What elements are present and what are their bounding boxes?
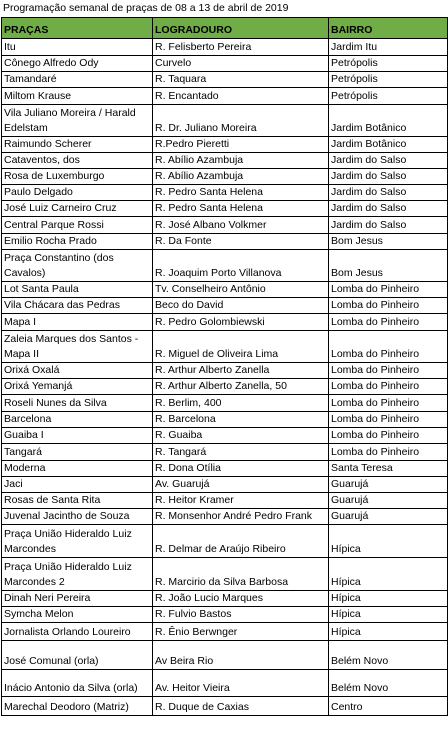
cell-praca[interactable]: Barcelona — [2, 412, 153, 428]
cell-bairro[interactable]: Santa Teresa — [329, 461, 448, 477]
cell-praca[interactable]: Paulo Delgado — [2, 185, 153, 201]
cell-bairro[interactable]: Jardim do Salso — [329, 217, 448, 234]
cell-praca[interactable]: José Comunal (orla) — [2, 641, 153, 670]
table-row — [2, 105, 448, 137]
cell-bairro[interactable]: Belém Novo — [329, 641, 448, 670]
cell-logradouro[interactable]: R. José Albano Volkmer — [153, 217, 329, 234]
cell-praca[interactable]: Itu — [2, 39, 153, 56]
header-logradouro[interactable]: LOGRADOURO — [153, 18, 329, 39]
header-pracas[interactable]: PRAÇAS — [2, 18, 153, 39]
table-row — [2, 444, 448, 461]
table-row — [2, 185, 448, 201]
cell-praca[interactable]: José Luiz Carneiro Cruz — [2, 201, 153, 217]
cell-logradouro[interactable]: R. Dr. Juliano Moreira — [153, 105, 329, 137]
table-row — [2, 137, 448, 153]
cell-praca[interactable]: Guaiba I — [2, 428, 153, 444]
table-row — [2, 428, 448, 444]
table-row — [2, 477, 448, 493]
cell-praca[interactable]: Rosas de Santa Rita — [2, 493, 153, 509]
cell-logradouro[interactable]: R. Encantado — [153, 88, 329, 105]
cell-logradouro[interactable]: R. Berlim, 400 — [153, 395, 329, 412]
cell-praca[interactable]: Zaleia Marques dos Santos - Mapa II — [2, 331, 153, 363]
sheet-title: Programação semanal de praças de 08 a 13 de abril de 2019 — [3, 2, 289, 14]
cell-logradouro[interactable]: R. Pedro Santa Helena — [153, 201, 329, 217]
cell-logradouro[interactable]: R. Fulvio Bastos — [153, 607, 329, 623]
table-row — [2, 250, 448, 282]
table-row — [2, 169, 448, 185]
table-row — [2, 412, 448, 428]
cell-bairro[interactable]: Jardim Botânico — [329, 137, 448, 153]
cell-bairro[interactable]: Hípica — [329, 607, 448, 623]
cell-praca[interactable]: Praça União Hideraldo Luiz Marcondes — [2, 525, 153, 558]
cell-praca[interactable]: Cataventos, dos — [2, 153, 153, 169]
cell-logradouro[interactable]: R. Abílio Azambuja — [153, 153, 329, 169]
cell-bairro[interactable]: Jardim do Salso — [329, 201, 448, 217]
cell-logradouro[interactable]: R. Marcirio da Silva Barbosa — [153, 558, 329, 591]
cell-bairro[interactable]: Guarujá — [329, 493, 448, 509]
table-row — [2, 379, 448, 395]
cell-praca[interactable]: Vila Chácara das Pedras — [2, 298, 153, 314]
cell-logradouro[interactable]: R.Pedro Pieretti — [153, 137, 329, 153]
cell-bairro[interactable]: Lomba do Pinheiro — [329, 282, 448, 298]
cell-bairro[interactable]: Lomba do Pinheiro — [329, 363, 448, 379]
cell-praca[interactable]: Mapa I — [2, 314, 153, 331]
table-row — [2, 234, 448, 250]
cell-bairro[interactable]: Hípica — [329, 623, 448, 641]
cell-bairro[interactable]: Hípica — [329, 591, 448, 607]
cell-logradouro[interactable]: R. Pedro Golombiewski — [153, 314, 329, 331]
cell-bairro[interactable]: Guarujá — [329, 477, 448, 493]
table-row — [2, 314, 448, 331]
cell-bairro[interactable]: Lomba do Pinheiro — [329, 444, 448, 461]
cell-logradouro[interactable]: R. Ênio Berwnger — [153, 623, 329, 641]
cell-bairro[interactable]: Hípica — [329, 525, 448, 558]
cell-bairro[interactable]: Petrópolis — [329, 56, 448, 72]
table-row — [2, 607, 448, 623]
cell-bairro[interactable]: Lomba do Pinheiro — [329, 298, 448, 314]
cell-bairro[interactable]: Jardim Botânico — [329, 105, 448, 137]
cell-logradouro[interactable]: R. Taquara — [153, 72, 329, 88]
table-row — [2, 558, 448, 591]
cell-praca[interactable]: Rosa de Luxemburgo — [2, 169, 153, 185]
cell-praca[interactable]: Tangará — [2, 444, 153, 461]
cell-praca[interactable]: Vila Juliano Moreira / Harald Edelstam — [2, 105, 153, 137]
table-row — [2, 56, 448, 72]
cell-bairro[interactable]: Jardim Itu — [329, 39, 448, 56]
cell-logradouro[interactable]: Av. Heitor Vieira — [153, 670, 329, 697]
cell-logradouro[interactable]: R. Barcelona — [153, 412, 329, 428]
cell-logradouro[interactable]: R. Heitor Kramer — [153, 493, 329, 509]
cell-logradouro[interactable]: R. Da Fonte — [153, 234, 329, 250]
cell-praca[interactable]: Dinah Neri Pereira — [2, 591, 153, 607]
cell-bairro[interactable]: Jardim do Salso — [329, 153, 448, 169]
cell-praca[interactable]: Cônego Alfredo Ody — [2, 56, 153, 72]
cell-bairro[interactable]: Centro — [329, 697, 448, 716]
cell-logradouro[interactable]: R. Tangará — [153, 444, 329, 461]
table-row — [2, 201, 448, 217]
header-row — [2, 18, 448, 39]
cell-bairro[interactable]: Bom Jesus — [329, 250, 448, 282]
cell-logradouro[interactable]: Av Beira Rio — [153, 641, 329, 670]
table-row — [2, 697, 448, 716]
table-row — [2, 493, 448, 509]
cell-logradouro[interactable]: R. Dona Otília — [153, 461, 329, 477]
cell-bairro[interactable]: Bom Jesus — [329, 234, 448, 250]
cell-bairro[interactable]: Jardim do Salso — [329, 169, 448, 185]
cell-praca[interactable]: Jornalista Orlando Loureiro — [2, 623, 153, 641]
cell-bairro[interactable]: Belém Novo — [329, 670, 448, 697]
table-row — [2, 39, 448, 56]
cell-logradouro[interactable]: Curvelo — [153, 56, 329, 72]
cell-logradouro[interactable]: R. Guaiba — [153, 428, 329, 444]
cell-logradouro[interactable]: R. Miguel de Oliveira Lima — [153, 331, 329, 363]
cell-praca[interactable]: Central Parque Rossi — [2, 217, 153, 234]
cell-logradouro[interactable]: Tv. Conselheiro Antônio — [153, 282, 329, 298]
cell-praca[interactable]: Praça União Hideraldo Luiz Marcondes 2 — [2, 558, 153, 591]
table-row — [2, 461, 448, 477]
table-row — [2, 525, 448, 558]
table-row — [2, 395, 448, 412]
cell-praca[interactable]: Emilio Rocha Prado — [2, 234, 153, 250]
cell-bairro[interactable]: Hípica — [329, 558, 448, 591]
cell-praca[interactable]: Tamandaré — [2, 72, 153, 88]
cell-bairro[interactable]: Petrópolis — [329, 88, 448, 105]
cell-praca[interactable]: Raimundo Scherer — [2, 137, 153, 153]
table-row — [2, 509, 448, 525]
cell-bairro[interactable]: Lomba do Pinheiro — [329, 428, 448, 444]
cell-praca[interactable]: Lot Santa Paula — [2, 282, 153, 298]
cell-logradouro[interactable]: Beco do David — [153, 298, 329, 314]
table-row — [2, 72, 448, 88]
cell-praca[interactable]: Roseli Nunes da Silva — [2, 395, 153, 412]
table-row — [2, 591, 448, 607]
cell-bairro[interactable]: Lomba do Pinheiro — [329, 395, 448, 412]
table-row — [2, 153, 448, 169]
cell-logradouro[interactable]: R. Joaquim Porto Villanova — [153, 250, 329, 282]
cell-praca[interactable]: Jaci — [2, 477, 153, 493]
table-row — [2, 282, 448, 298]
cell-praca[interactable]: Orixá Yemanjá — [2, 379, 153, 395]
cell-bairro[interactable]: Jardim do Salso — [329, 185, 448, 201]
cell-bairro[interactable]: Lomba do Pinheiro — [329, 331, 448, 363]
table-row — [2, 217, 448, 234]
cell-praca[interactable]: Inácio Antonio da Silva (orla) — [2, 670, 153, 697]
table-row — [2, 623, 448, 641]
table-row — [2, 298, 448, 314]
header-bairro[interactable]: BAIRRO — [329, 18, 448, 39]
cell-bairro[interactable]: Lomba do Pinheiro — [329, 412, 448, 428]
table-row — [2, 331, 448, 363]
cell-praca[interactable]: Juvenal Jacintho de Souza — [2, 509, 153, 525]
cell-praca[interactable]: Marechal Deodoro (Matriz) — [2, 697, 153, 716]
table-row — [2, 88, 448, 105]
cell-bairro[interactable]: Lomba do Pinheiro — [329, 314, 448, 331]
cell-logradouro[interactable]: R. Arthur Alberto Zanella, 50 — [153, 379, 329, 395]
cell-logradouro[interactable]: R. Duque de Caxias — [153, 697, 329, 716]
cell-logradouro[interactable]: R. Arthur Alberto Zanella — [153, 363, 329, 379]
cell-logradouro[interactable]: Av. Guarujá — [153, 477, 329, 493]
cell-bairro[interactable]: Guarujá — [329, 509, 448, 525]
cell-logradouro[interactable]: R. Monsenhor André Pedro Frank — [153, 509, 329, 525]
cell-logradouro[interactable]: R. Abílio Azambuja — [153, 169, 329, 185]
table-row — [2, 670, 448, 697]
table-row — [2, 363, 448, 379]
cell-praca[interactable]: Miltom Krause — [2, 88, 153, 105]
cell-logradouro[interactable]: R. Delmar de Araújo Ribeiro — [153, 525, 329, 558]
cell-logradouro[interactable]: R. João Lucio Marques — [153, 591, 329, 607]
cell-logradouro[interactable]: R. Felisberto Pereira — [153, 39, 329, 56]
table-body — [2, 39, 448, 716]
schedule-table — [1, 17, 448, 716]
cell-bairro[interactable]: Petrópolis — [329, 72, 448, 88]
cell-praca[interactable]: Moderna — [2, 461, 153, 477]
cell-bairro[interactable]: Lomba do Pinheiro — [329, 379, 448, 395]
cell-praca[interactable]: Praça Constantino (dos Cavalos) — [2, 250, 153, 282]
cell-logradouro[interactable]: R. Pedro Santa Helena — [153, 185, 329, 201]
cell-praca[interactable]: Orixá Oxalá — [2, 363, 153, 379]
table-row — [2, 641, 448, 670]
cell-praca[interactable]: Symcha Melon — [2, 607, 153, 623]
